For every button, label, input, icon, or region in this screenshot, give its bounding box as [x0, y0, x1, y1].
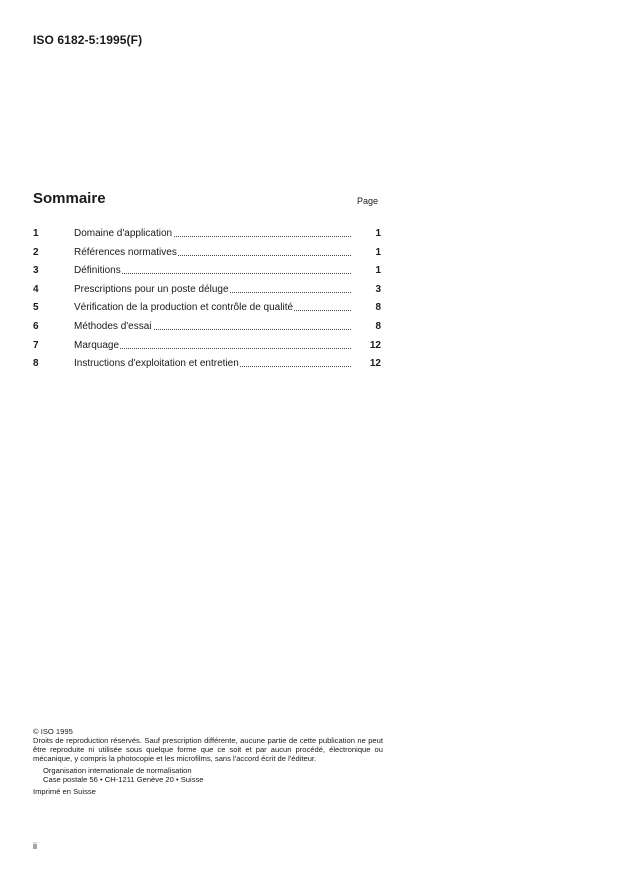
publisher-name: Organisation internationale de normalisation [43, 766, 192, 775]
toc-entry-title: Références normatives [74, 246, 177, 258]
toc-entry[interactable] [33, 321, 381, 340]
toc-entry-number: 3 [33, 265, 39, 277]
toc-entry-title-wrap [74, 340, 351, 351]
toc-entry-title: Méthodes d'essai [74, 320, 152, 332]
publisher-address: Case postale 56 • CH-1211 Genève 20 • Suisse [43, 775, 204, 784]
toc-title: Sommaire [33, 190, 106, 207]
toc-entry-title-wrap [74, 247, 351, 258]
toc-entry-title: Prescriptions pour un poste déluge [74, 283, 229, 295]
document-id: ISO 6182-5:1995(F) [33, 33, 143, 47]
toc-entry[interactable] [33, 228, 381, 247]
toc-entry[interactable] [33, 265, 381, 284]
copyright-line: © ISO 1995 [33, 727, 73, 736]
toc-entry-number: 8 [33, 358, 39, 370]
toc-entry-page: 1 [375, 246, 381, 258]
rights-statement: Droits de reproduction réservés. Sauf prescription différente, aucune partie de cette publication ne peut être reproduite ni utilisée sous quelque forme que ce soit et par aucun procédé, électronique ou mécanique, y compris la photocopie et les microfilms, sans l'accord écrit de l'éditeur. [33, 736, 383, 763]
toc-entry[interactable] [33, 358, 381, 377]
toc-entry-title: Instructions d'exploitation et entretien [74, 358, 239, 370]
toc-entry-page: 8 [375, 320, 381, 332]
toc-entry-title-wrap [74, 358, 351, 369]
toc-entry-title-wrap [74, 228, 351, 239]
toc-entry[interactable] [33, 340, 381, 359]
toc-entry-page: 3 [375, 283, 381, 295]
page-number: ii [33, 841, 37, 851]
toc-entry-number: 4 [33, 283, 39, 295]
toc-entry-title-wrap [74, 284, 351, 295]
toc-entry-title: Marquage [74, 339, 120, 351]
toc-entry[interactable] [33, 302, 381, 321]
toc-entry-title: Définitions [74, 265, 121, 277]
toc-entry-page: 1 [375, 228, 381, 239]
toc-entry-title-wrap [74, 302, 351, 313]
toc-entry-number: 2 [33, 246, 39, 258]
table-of-contents [33, 228, 381, 377]
copyright-notice [33, 727, 383, 796]
toc-entry-title-wrap [74, 321, 351, 332]
toc-entry-title: Vérification de la production et contrôle de qualité [74, 302, 294, 314]
toc-page-column-label: Page [357, 196, 379, 206]
toc-entry-page: 12 [369, 339, 381, 351]
toc-entry-title: Domaine d'application [74, 228, 173, 239]
toc-entry-page: 8 [375, 302, 381, 314]
printed-in: Imprimé en Suisse [33, 787, 96, 796]
toc-entry[interactable] [33, 284, 381, 303]
toc-entry-page: 1 [375, 265, 381, 277]
toc-entry[interactable] [33, 247, 381, 266]
toc-entry-number: 5 [33, 302, 39, 314]
toc-entry-number: 7 [33, 339, 39, 351]
toc-entry-number: 1 [33, 228, 39, 239]
toc-entry-title-wrap [74, 265, 351, 276]
toc-entry-number: 6 [33, 320, 39, 332]
toc-entry-page: 12 [369, 358, 381, 370]
